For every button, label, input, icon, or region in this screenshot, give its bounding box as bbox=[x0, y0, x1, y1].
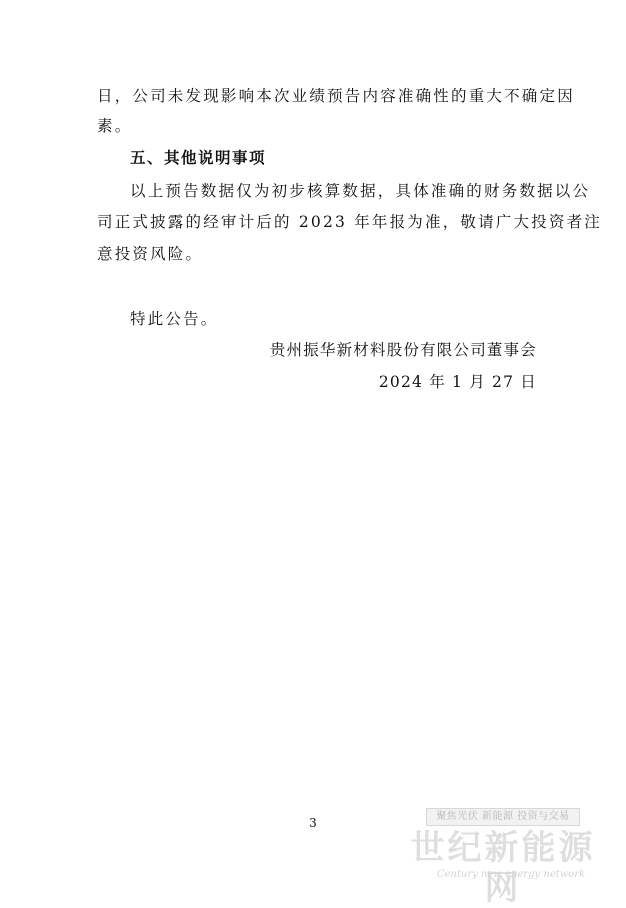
signature-company: 贵州振华新材料股份有限公司董事会 bbox=[269, 341, 537, 359]
section-heading: 五、其他说明事项 bbox=[130, 149, 267, 167]
watermark-english: Century new energy network bbox=[436, 869, 586, 880]
closing-notice: 特此公告。 bbox=[130, 310, 219, 328]
watermark-logo bbox=[398, 808, 608, 908]
paragraph-line: 以上预告数据仅为初步核算数据，具体准确的财务数据以公 bbox=[130, 182, 591, 200]
paragraph-line: 素。 bbox=[97, 117, 133, 135]
watermark-tagline: 聚焦光伏 新能源 投资与交易 bbox=[426, 808, 580, 826]
paragraph-line: 日，公司未发现影响本次业绩预告内容准确性的重大不确定因 bbox=[97, 87, 575, 105]
signature-date: 2024 年 1 月 27 日 bbox=[378, 373, 537, 391]
page-number: 3 bbox=[309, 816, 317, 830]
watermark-name: 世纪新能源网 bbox=[410, 828, 596, 908]
paragraph-line: 意投资风险。 bbox=[97, 245, 204, 263]
paragraph-line: 司正式披露的经审计后的 2023 年年报为准，敬请广大投资者注 bbox=[97, 213, 603, 231]
